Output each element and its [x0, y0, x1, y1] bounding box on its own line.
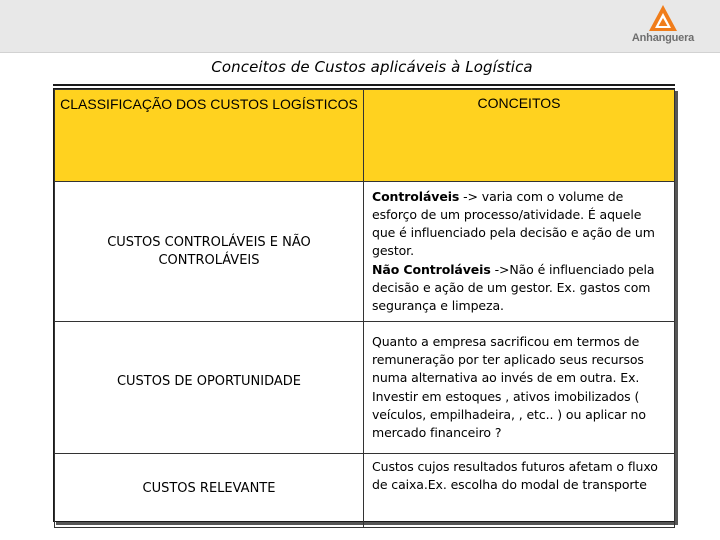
classification-cell: CUSTOS DE OPORTUNIDADE: [55, 322, 364, 454]
column-header-concepts: CONCEITOS: [364, 90, 675, 182]
concept-term: Não Controláveis: [372, 261, 491, 277]
brand-logo: [618, 4, 708, 48]
concept-term: Controláveis: [372, 189, 460, 205]
triangle-logo-icon: [648, 4, 678, 32]
concept-paragraph: [372, 261, 668, 315]
table-row: [55, 454, 675, 528]
column-header-classification: CLASSIFICAÇÃO DOS CUSTOS LOGÍSTICOS: [55, 90, 364, 182]
slide-title: Conceitos de Custos aplicáveis à Logística: [211, 58, 533, 76]
logo-text: Anhanguera: [631, 32, 695, 44]
classification-cell: CUSTOS RELEVANTE: [55, 454, 364, 528]
top-bar: [0, 0, 720, 53]
table-row: [55, 182, 675, 322]
concept-cell: Custos cujos resultados futuros afetam o fluxo de caixa.Ex. escolha do modal de transporte: [364, 454, 675, 528]
concept-text: ->Não é influenciado pela decisão e ação de um gestor. Ex. gastos com segurança e limpeza.: [372, 261, 655, 313]
classification-cell: CUSTOS CONTROLÁVEIS E NÃO CONTROLÁVEIS: [55, 182, 364, 322]
title-divider: [53, 84, 675, 86]
concept-text: -> varia com o volume de esforço de um processo/atividade. É aquele que é influenciado pela decisão e ação de um gestor.: [372, 189, 655, 259]
table-row: [55, 322, 675, 454]
concept-cell: Quanto a empresa sacrificou em termos de remuneração por ter aplicado seus recursos numa alternativa ao invés de em outra. Ex. Investir em estoques , ativos imobilizados ( veículos, empilhadeira, , etc.. ) ou aplicar no mercado financeiro ?: [364, 322, 675, 454]
concept-paragraph: [372, 188, 668, 261]
concept-cell: [364, 182, 675, 322]
table-header-row: [55, 90, 675, 182]
concepts-table: [53, 88, 675, 522]
